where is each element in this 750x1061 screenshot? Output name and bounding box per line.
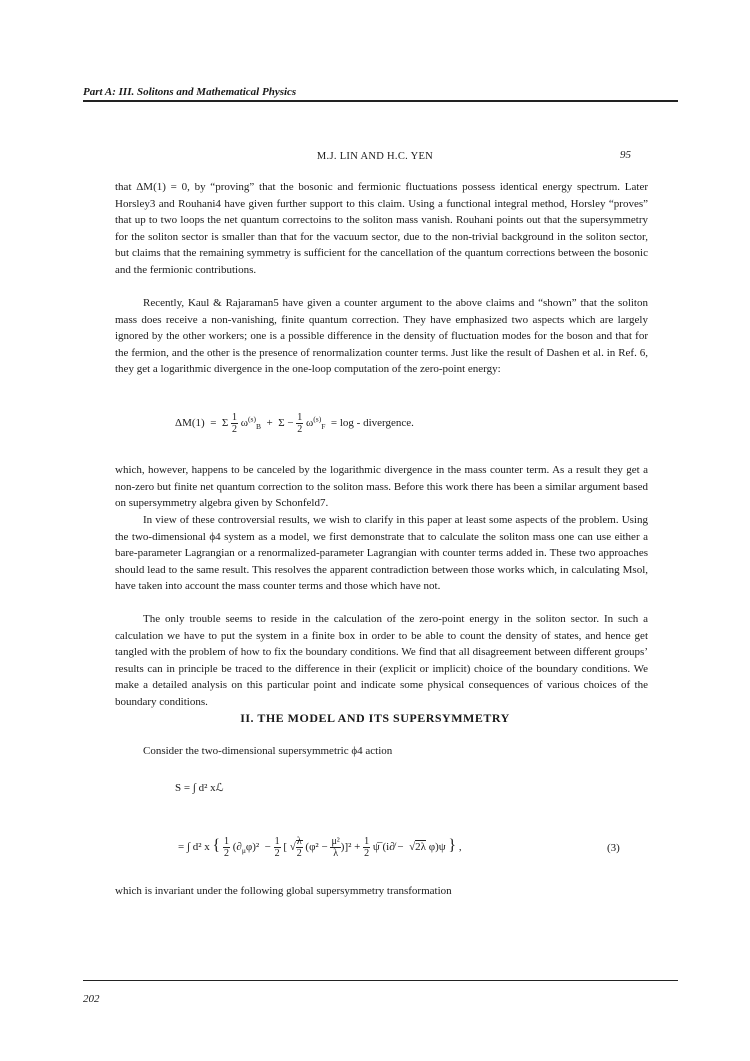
section-title: II. THE MODEL AND ITS SUPERSYMMETRY <box>240 711 510 725</box>
equation-zero-point: ΔM(1) = Σ $\frac{1}{2}$ $\omega^{(s)}_B + \Sigma$ − $\frac{1}{2}$ $\omega^{(s)}_F = \log$ - divergence. <box>175 412 414 435</box>
paragraph-4 <box>115 512 648 595</box>
paragraph-3 <box>115 462 648 512</box>
page-number-bottom: 202 <box>83 993 100 1005</box>
page-number-top: 95 <box>620 149 631 161</box>
equation-3-line-1: S = ∫ d² xℒ <box>175 782 224 794</box>
equation-zero-point-lhs: ΔM(1) <box>175 417 205 430</box>
equation-zero-point-rhs: = log - divergence. <box>330 417 414 430</box>
equation-3-number: (3) <box>607 842 620 854</box>
header-rule <box>83 100 678 102</box>
footer-rule <box>83 980 678 981</box>
paragraph-2-text: Recently, Kaul & Rajaraman5 have given a counter argument to the above claims and “shown” that the soliton mass does receive a non-vanishing, finite quantum correction. They have emphasized two aspects which are largely ignored by the other workers; one is a possible difference in the density of fluctuation modes for the boson and that for the fermion, and the other is the presence of renormalization counter terms. Just like the result of Dashen et al. in Ref. 6, they get a logarithmic divergence in the one-loop computation of the zero-point energy: <box>115 297 648 376</box>
equation-3-line-2: = ∫ d² x { $\frac{1}{2}$ $(\partial_\mu\varphi)^2$ − $\frac{1}{2}$ [ √ $\frac{\lambda}{2}$ (φ² − $\frac{\text{μ²}}{\lambda}$ )]² + $\frac{1}{2}$ ψ̅ (i∂̸ − √2λ φ)ψ } , <box>178 836 462 859</box>
paragraph-7 <box>115 883 648 900</box>
fraction-half-1: $\frac{1}{2}$ <box>232 412 238 435</box>
paragraph-2 <box>115 295 648 378</box>
paragraph-1 <box>115 179 648 279</box>
paragraph-7-text: which is invariant under the following global supersymmetry transformation <box>115 885 452 897</box>
paragraph-6-text: Consider the two-dimensional supersymmetric ϕ4 action <box>143 745 393 757</box>
paragraph-4-text: In view of these controversial results, we wish to clarify in this paper at least some aspects of the problem. Using the two-dimensional ϕ4 system as a model, we first demonstrate that to calculate the soliton mass one can use either a bare-parameter Lagrangian or a renormalized-parameter Lagrangian with counter terms added in. These two approaches should lead to the same result. This resolves the apparent contradiction between those works which, in calculating Msol, have taken into account the mass counter terms and those which have not. <box>115 514 648 593</box>
paragraph-5 <box>115 611 648 711</box>
paragraph-6 <box>115 743 648 760</box>
fraction-half-2: $\frac{1}{2}$ <box>297 412 303 435</box>
paragraph-3-text: which, however, happens to be canceled by the logarithmic divergence in the mass counter term. As a result they get a non-zero but finite net quantum correction to the soliton mass. Before this work there has been a similar argument based on supersymmetry algebra given by Schonfeld7. <box>115 464 648 510</box>
running-head-authors: M.J. LIN AND H.C. YEN <box>316 151 434 162</box>
part-header: Part A: III. Solitons and Mathematical Physics <box>83 86 297 98</box>
paragraph-5-text: The only trouble seems to reside in the calculation of the zero-point energy in the soliton sector. In such a calculation we have to put the system in a finite box in order to be able to count the density of states, and hence get tangled with the problem of how to fix the boundary conditions. We find that all disagreement between different groups’ results can in principle be traced to the difference in their (explicit or implicit) choice of the boundary conditions. We make a detailed analysis on this particular point and indicate some physical consequences of various choices of the boundary conditions. <box>115 613 648 708</box>
paragraph-1-text: that ΔM(1) = 0, by “proving” that the bosonic and fermionic fluctuations possess identical energy spectrum. Later Horsley3 and Rouhani4 have given further support to this claim. Using a functional integral method, Horsley “proves” that up to two loops the net quantum correctoins to the soliton mass vanish. Rouhani points out that the supersymmetry for the soliton sector is smaller than that for the vacuum sector, due to the non-trivial background in the soliton sector, but claims that the remaining symmetry is sufficient for the cancellation of the quantum corrections between the bosonic and the fermionic contributions. <box>115 181 648 276</box>
